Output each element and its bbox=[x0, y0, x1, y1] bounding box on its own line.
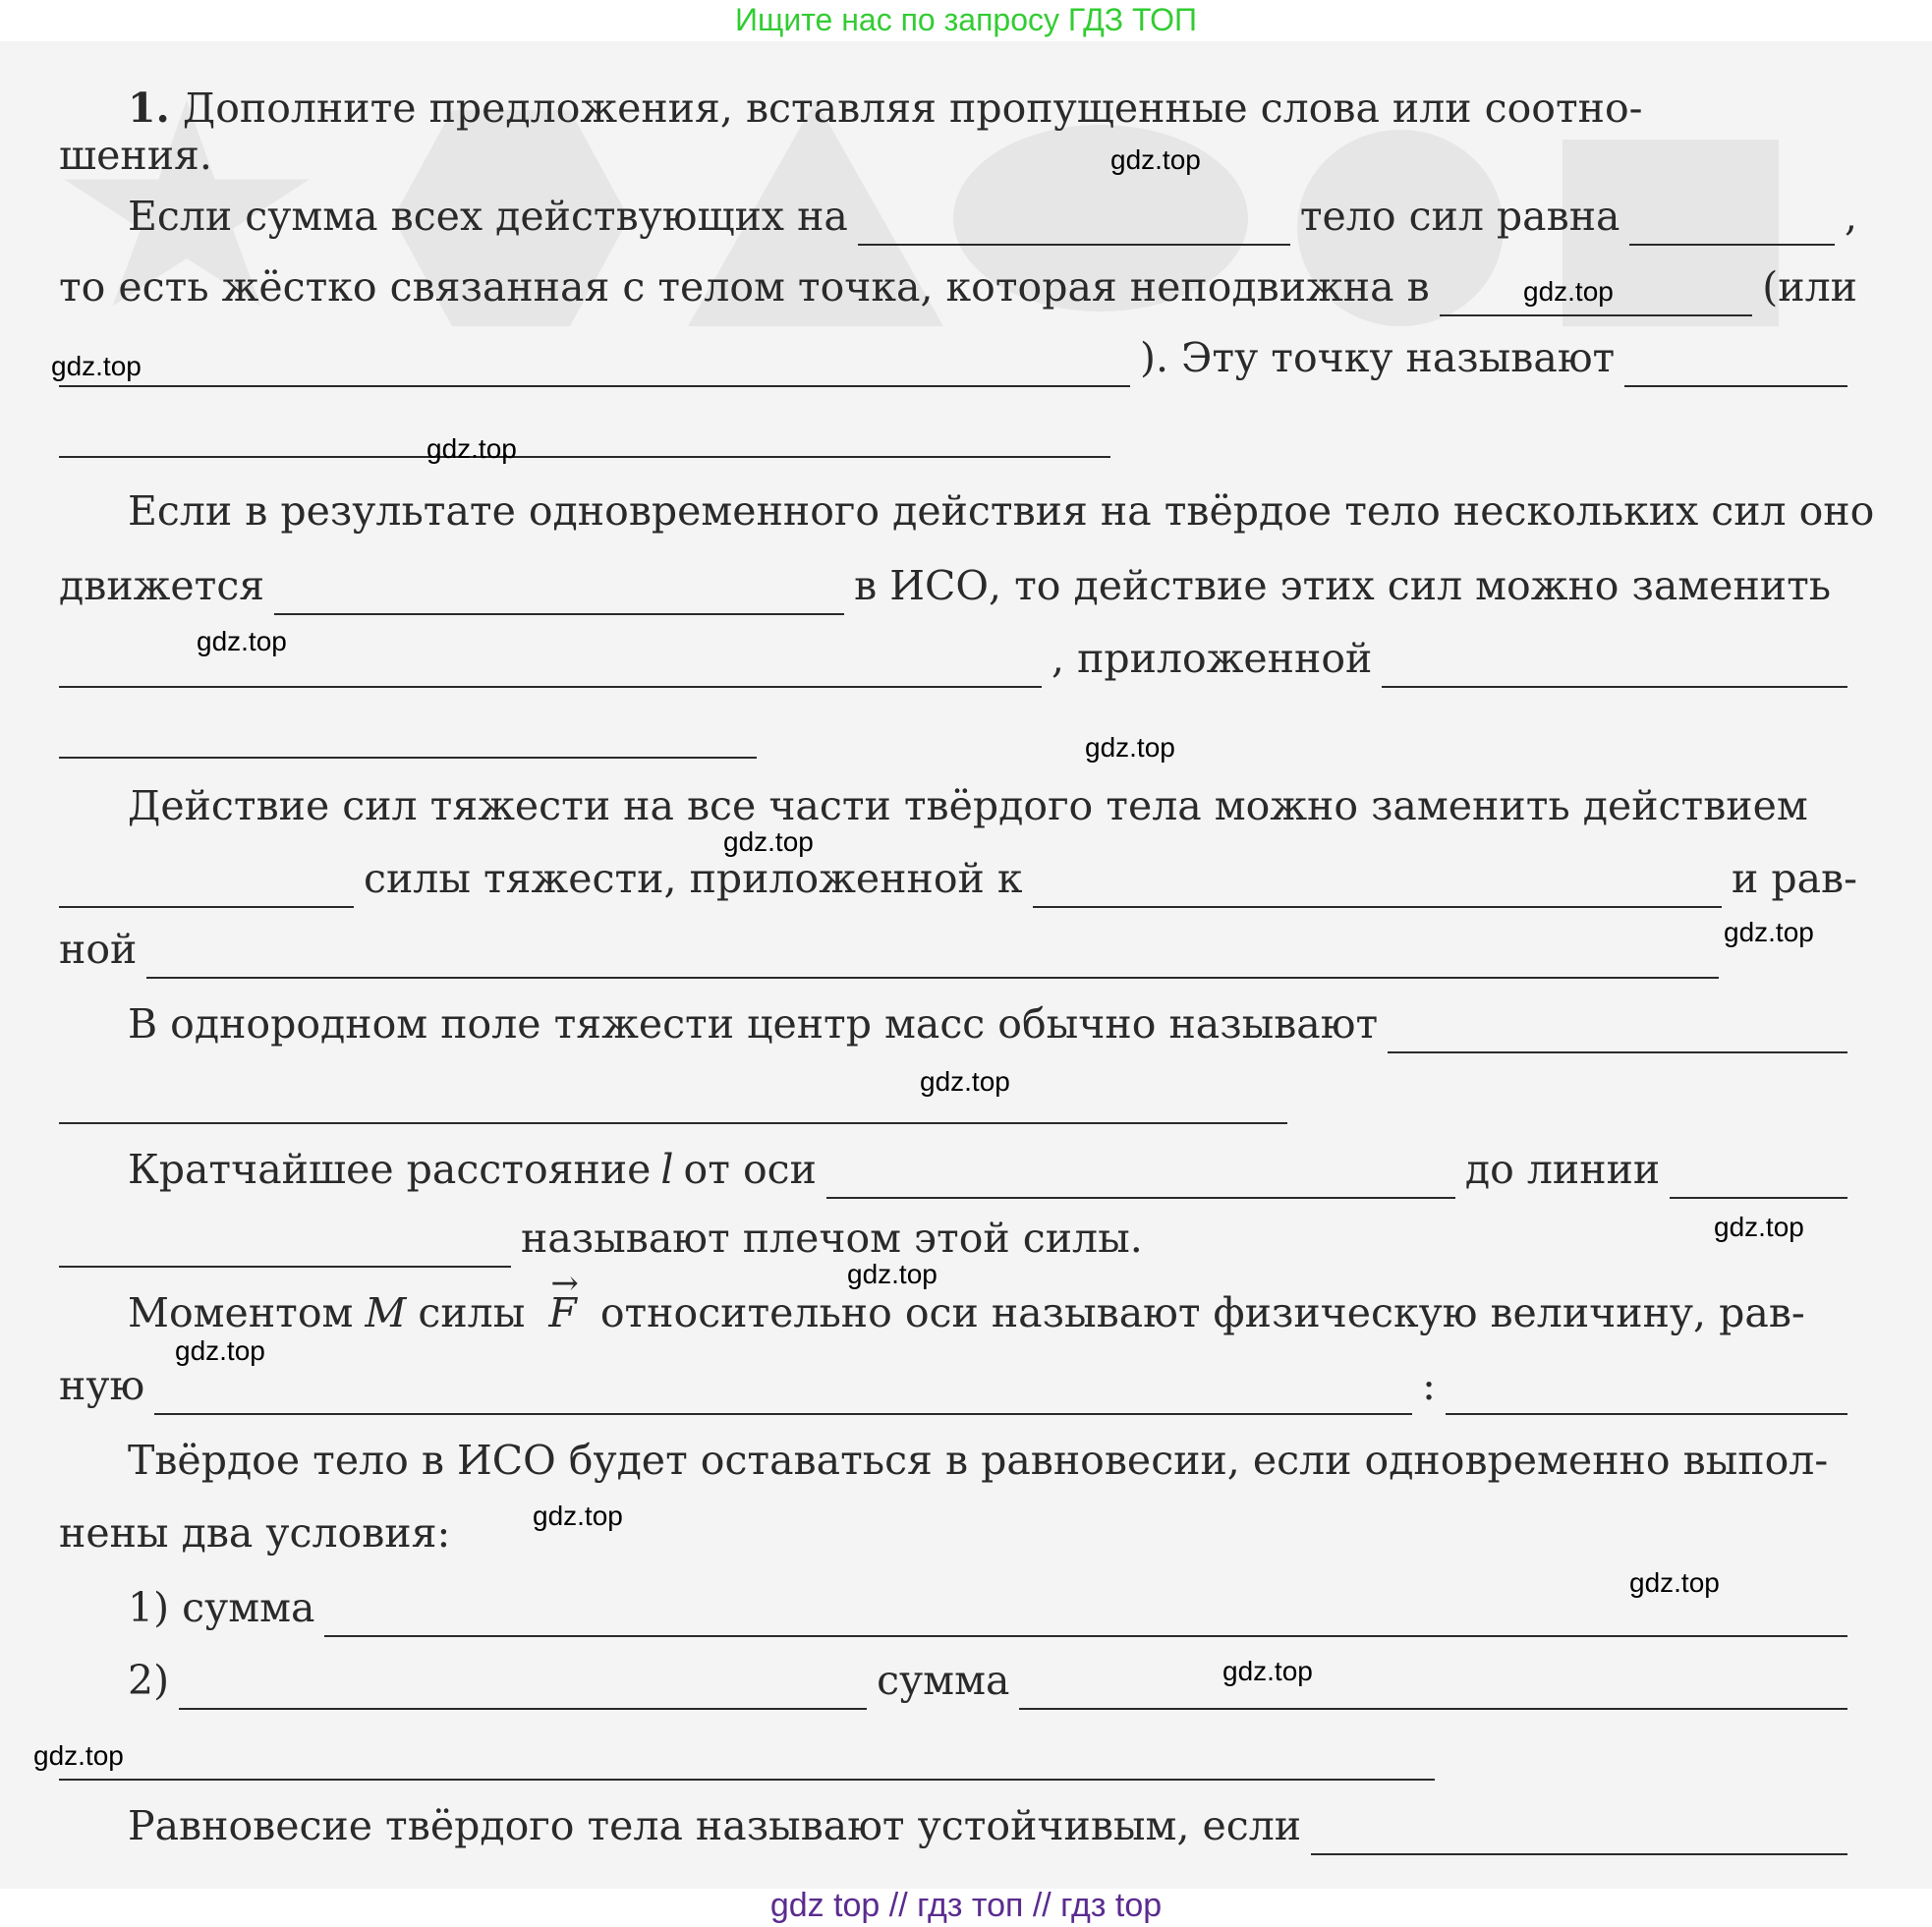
p1-line-1 bbox=[128, 187, 1857, 246]
blank-field[interactable] bbox=[1019, 1669, 1847, 1710]
p2-text-b: движется bbox=[59, 562, 265, 609]
condition-1-label: 1) сумма bbox=[128, 1584, 315, 1631]
watermark: gdz.top bbox=[1724, 917, 1814, 947]
p6-text-b: силы bbox=[418, 1289, 526, 1336]
watermark: gdz.top bbox=[920, 1066, 1010, 1097]
p6-line-1 bbox=[128, 1283, 1857, 1342]
blank-field[interactable] bbox=[1311, 1814, 1847, 1855]
p5-line-1 bbox=[128, 1140, 1857, 1199]
p5-text-a: Кратчайшее расстояние bbox=[128, 1146, 652, 1193]
p8-text-a: Равновесие твёрдого тела называют устойчивым, если bbox=[128, 1802, 1302, 1849]
symbol-M: M bbox=[365, 1289, 407, 1336]
p5-text-c: до линии bbox=[1464, 1146, 1661, 1193]
condition-2-continuation bbox=[59, 1722, 1857, 1781]
task-number: 1. bbox=[128, 85, 170, 132]
p5-text-d: называют плечом этой силы. bbox=[521, 1215, 1143, 1262]
vector-F: → F bbox=[548, 1283, 576, 1342]
bottom-banner-text: gdz top // гдз топ // гдз top bbox=[769, 1887, 1163, 1924]
watermark: gdz.top bbox=[847, 1259, 938, 1289]
p7-line-2 bbox=[59, 1503, 1857, 1562]
blank-field[interactable] bbox=[1388, 1012, 1847, 1053]
blank-field[interactable] bbox=[59, 417, 1110, 458]
blank-field[interactable] bbox=[59, 867, 354, 908]
p2-line-2 bbox=[59, 556, 1857, 615]
blank-field[interactable] bbox=[1446, 1374, 1847, 1415]
watermark: gdz.top bbox=[1222, 1656, 1313, 1686]
watermark: gdz.top bbox=[175, 1335, 265, 1366]
p8-line-1 bbox=[128, 1796, 1857, 1855]
watermark: gdz.top bbox=[1110, 144, 1201, 175]
condition-1 bbox=[128, 1578, 1857, 1637]
p7-text-a: Твёрдое тело в ИСО будет оставаться в равновесии, если одновременно выпол- bbox=[128, 1437, 1829, 1484]
condition-2-label: 2) bbox=[128, 1657, 170, 1704]
p3-text-a: Действие сил тяжести на все части твёрдого тела можно заменить действием bbox=[128, 782, 1808, 829]
p4-text-a: В однородном поле тяжести центр масс обычно называют bbox=[128, 1000, 1379, 1048]
p1-text-f: ). Эту точку называют bbox=[1140, 334, 1616, 381]
p3-text-d: ной bbox=[59, 926, 138, 973]
p6-text-c: относительно оси называют физическую величину, рав- bbox=[599, 1289, 1805, 1336]
watermark: gdz.top bbox=[1523, 276, 1614, 307]
p6-text-a: Моментом bbox=[128, 1289, 354, 1336]
p5-text-b: от оси bbox=[683, 1146, 817, 1193]
blank-field[interactable] bbox=[59, 1083, 1287, 1124]
p1-line-3 bbox=[59, 328, 1857, 387]
blank-field[interactable] bbox=[1382, 647, 1847, 688]
p2-text-d: , приложенной bbox=[1051, 635, 1373, 682]
p5-line-2 bbox=[59, 1209, 1857, 1268]
watermark: gdz.top bbox=[723, 826, 814, 857]
p1-text-c: , bbox=[1844, 193, 1857, 240]
watermark: gdz.top bbox=[33, 1740, 124, 1771]
blank-field[interactable] bbox=[274, 574, 844, 615]
blank-field[interactable] bbox=[1624, 346, 1847, 387]
blank-field[interactable] bbox=[154, 1374, 1412, 1415]
watermark: gdz.top bbox=[426, 433, 517, 464]
condition-2-text: сумма bbox=[877, 1657, 1010, 1704]
task-intro-line-2 bbox=[59, 126, 1857, 185]
bottom-banner bbox=[0, 1885, 1932, 1926]
blank-field[interactable] bbox=[324, 1596, 1847, 1637]
p3-line-3 bbox=[59, 920, 1857, 979]
p3-text-b: силы тяжести, приложенной к bbox=[364, 855, 1023, 902]
symbol-l: l bbox=[660, 1146, 674, 1193]
top-banner-text: Ищите нас по запросу ГДЗ ТОП bbox=[735, 2, 1197, 37]
watermark: gdz.top bbox=[1714, 1212, 1804, 1242]
p1-text-b: тело сил равна bbox=[1299, 193, 1620, 240]
blank-field[interactable] bbox=[59, 346, 1130, 387]
watermark: gdz.top bbox=[533, 1501, 623, 1531]
blank-field[interactable] bbox=[146, 937, 1719, 979]
watermark: gdz.top bbox=[1629, 1567, 1720, 1598]
p2-text-c: в ИСО, то действие этих сил можно заменить bbox=[854, 562, 1832, 609]
blank-field[interactable] bbox=[858, 204, 1290, 246]
p2-line-3 bbox=[59, 629, 1857, 688]
task-intro-2: шения. bbox=[59, 132, 212, 179]
blank-field[interactable] bbox=[59, 1739, 1435, 1781]
blank-field[interactable] bbox=[1629, 204, 1834, 246]
condition-2 bbox=[128, 1651, 1857, 1710]
p7-text-b: нены два условия: bbox=[59, 1509, 451, 1557]
watermark: gdz.top bbox=[51, 351, 142, 381]
p1-line-4 bbox=[59, 399, 1857, 458]
p2-text-a: Если в результате одновременного действия на твёрдое тело нескольких сил оно bbox=[128, 487, 1875, 535]
p7-line-1 bbox=[128, 1431, 1857, 1490]
blank-field[interactable] bbox=[826, 1158, 1455, 1199]
blank-field[interactable] bbox=[1033, 867, 1723, 908]
task-intro-1: Дополните предложения, вставляя пропущенные слова или соотно- bbox=[182, 85, 1643, 132]
p3-line-2 bbox=[59, 849, 1857, 908]
blank-field[interactable] bbox=[1670, 1158, 1847, 1199]
blank-field[interactable] bbox=[179, 1669, 867, 1710]
p2-line-4 bbox=[59, 700, 1857, 759]
p6-line-2 bbox=[59, 1356, 1857, 1415]
p1-text-a: Если сумма всех действующих на bbox=[128, 193, 848, 240]
p3-text-c: и рав- bbox=[1732, 855, 1857, 902]
p6-text-e: : bbox=[1422, 1362, 1436, 1409]
p1-text-d: то есть жёстко связанная с телом точка, которая неподвижна в bbox=[59, 263, 1430, 311]
watermark: gdz.top bbox=[197, 626, 287, 656]
blank-field[interactable] bbox=[59, 1226, 511, 1268]
top-banner bbox=[0, 0, 1932, 39]
watermark: gdz.top bbox=[1085, 732, 1175, 763]
p4-line-1 bbox=[128, 994, 1857, 1053]
p3-line-1 bbox=[128, 776, 1857, 835]
p2-line-1 bbox=[128, 482, 1875, 540]
blank-field[interactable] bbox=[59, 717, 757, 759]
p1-text-e: (или bbox=[1762, 263, 1857, 311]
p6-text-d: ную bbox=[59, 1362, 145, 1409]
